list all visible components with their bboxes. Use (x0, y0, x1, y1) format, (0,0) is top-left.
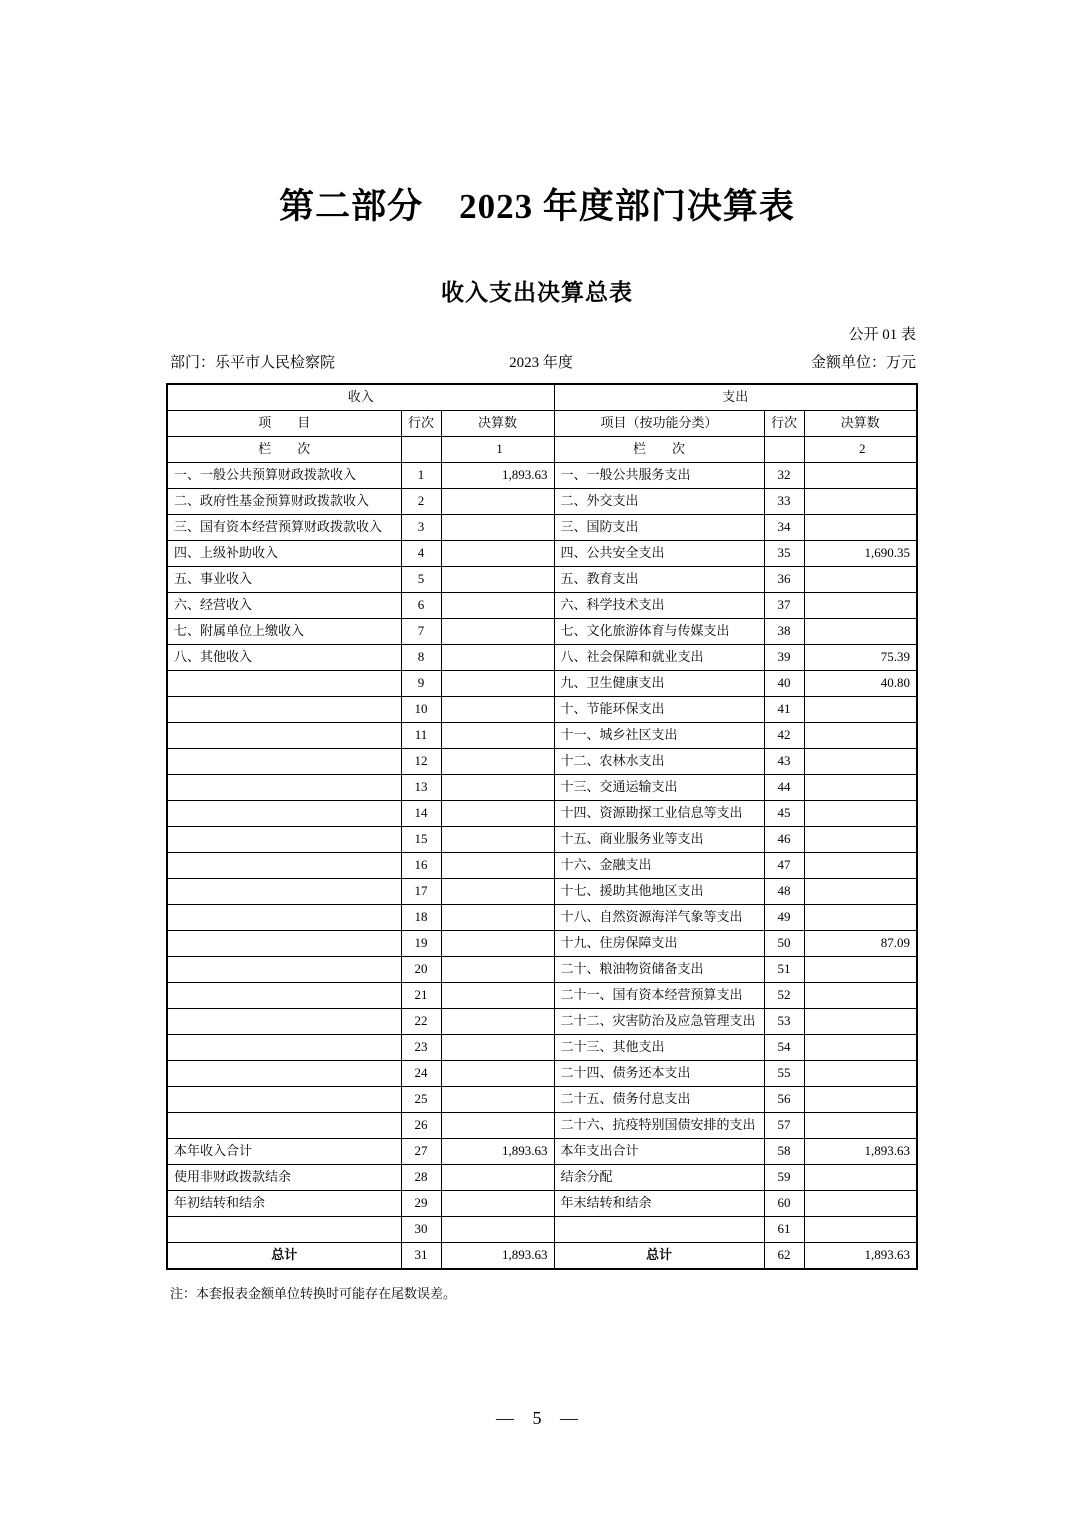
unit-label: 金额单位：万元 (810, 355, 916, 371)
cell-line-expense: 42 (764, 723, 804, 749)
table-row (167, 1087, 917, 1113)
cell-line-income: 14 (401, 801, 441, 827)
table-row (167, 775, 917, 801)
expense-section-header: 支出 (554, 384, 917, 411)
cell-line-expense: 57 (764, 1113, 804, 1139)
table-row (167, 515, 917, 541)
cell-value-income (441, 1113, 554, 1139)
cell-item-income (167, 749, 401, 775)
cell-item-income (167, 1061, 401, 1087)
cell-item-income: 三、国有资本经营预算财政拨款收入 (167, 515, 401, 541)
cell-line-income: 26 (401, 1113, 441, 1139)
income-expense-table (166, 383, 918, 1270)
cell-item-income (167, 671, 401, 697)
table-row (167, 1165, 917, 1191)
cell-line-income: 31 (401, 1243, 441, 1270)
cell-item-expense: 十六、金融支出 (554, 853, 764, 879)
table-row (167, 749, 917, 775)
cell-item-income (167, 1113, 401, 1139)
cell-value-expense: 1,893.63 (804, 1139, 917, 1165)
column-header-item-income: 项 目 (167, 411, 401, 437)
cell-value-income (441, 983, 554, 1009)
cell-line-expense: 41 (764, 697, 804, 723)
cell-value-expense (804, 489, 917, 515)
cell-value-income (441, 749, 554, 775)
cell-item-expense: 十三、交通运输支出 (554, 775, 764, 801)
cell-value-expense (804, 515, 917, 541)
cell-value-expense (804, 1217, 917, 1243)
cell-line-income: 15 (401, 827, 441, 853)
cell-line-income: 11 (401, 723, 441, 749)
cell-item-income: 本年收入合计 (167, 1139, 401, 1165)
cell-value-income (441, 853, 554, 879)
cell-value-expense (804, 723, 917, 749)
cell-line-income: 21 (401, 983, 441, 1009)
cell-value-income (441, 489, 554, 515)
cell-item-income: 二、政府性基金预算财政拨款收入 (167, 489, 401, 515)
cell-item-income (167, 827, 401, 853)
cell-line-income: 1 (401, 463, 441, 489)
cell-value-income (441, 879, 554, 905)
cell-line-expense: 45 (764, 801, 804, 827)
fiscal-year-label: 2023 年度 (509, 355, 573, 371)
cell-line-expense: 36 (764, 567, 804, 593)
cell-value-income (441, 671, 554, 697)
table-row (167, 1035, 917, 1061)
cell-item-income (167, 1217, 401, 1243)
cell-item-expense: 二十二、灾害防治及应急管理支出 (554, 1009, 764, 1035)
cell-value-expense (804, 1009, 917, 1035)
cell-item-income (167, 775, 401, 801)
cell-value-expense (804, 1165, 917, 1191)
cell-item-income (167, 931, 401, 957)
cell-value-income (441, 697, 554, 723)
cell-value-income (441, 931, 554, 957)
cell-line-expense: 38 (764, 619, 804, 645)
column-index-blank-expense (764, 437, 804, 463)
cell-item-expense: 十、节能环保支出 (554, 697, 764, 723)
column-header-row (167, 411, 917, 437)
table-row (167, 489, 917, 515)
cell-item-expense (554, 1217, 764, 1243)
cell-line-income: 24 (401, 1061, 441, 1087)
footnote: 注：本套报表金额单位转换时可能存在尾数误差。 (170, 1286, 457, 1301)
public-table-label: 公开 01 表 (848, 327, 916, 343)
cell-item-expense: 二十三、其他支出 (554, 1035, 764, 1061)
cell-value-expense (804, 1061, 917, 1087)
cell-line-income: 23 (401, 1035, 441, 1061)
cell-line-income: 4 (401, 541, 441, 567)
column-index-label-expense: 栏 次 (554, 437, 764, 463)
cell-line-expense: 56 (764, 1087, 804, 1113)
income-section-header: 收入 (167, 384, 554, 411)
cell-item-expense: 十八、自然资源海洋气象等支出 (554, 905, 764, 931)
cell-line-income: 10 (401, 697, 441, 723)
cell-value-expense (804, 1035, 917, 1061)
cell-value-income (441, 1035, 554, 1061)
cell-item-income: 八、其他收入 (167, 645, 401, 671)
cell-line-income: 22 (401, 1009, 441, 1035)
cell-value-income (441, 801, 554, 827)
cell-item-expense: 二、外交支出 (554, 489, 764, 515)
cell-value-expense (804, 879, 917, 905)
table-row (167, 1217, 917, 1243)
cell-value-expense (804, 905, 917, 931)
cell-value-expense (804, 853, 917, 879)
cell-item-income (167, 801, 401, 827)
cell-item-expense: 十九、住房保障支出 (554, 931, 764, 957)
table-row (167, 1113, 917, 1139)
cell-line-expense: 34 (764, 515, 804, 541)
cell-value-income (441, 775, 554, 801)
table-title: 收入支出决算总表 (441, 280, 633, 305)
cell-line-income: 7 (401, 619, 441, 645)
content-area (166, 323, 916, 1302)
cell-line-income: 6 (401, 593, 441, 619)
meta-row (166, 352, 916, 374)
cell-line-expense: 48 (764, 879, 804, 905)
cell-item-expense: 十四、资源勘探工业信息等支出 (554, 801, 764, 827)
cell-line-expense: 32 (764, 463, 804, 489)
column-header-value-income: 决算数 (441, 411, 554, 437)
table-row (167, 931, 917, 957)
cell-value-income (441, 827, 554, 853)
cell-line-expense: 55 (764, 1061, 804, 1087)
table-row (167, 1139, 917, 1165)
cell-value-income (441, 957, 554, 983)
cell-item-income: 一、一般公共预算财政拨款收入 (167, 463, 401, 489)
section-header-row (167, 384, 917, 411)
column-header-line-income: 行次 (401, 411, 441, 437)
cell-value-income (441, 619, 554, 645)
cell-value-income (441, 593, 554, 619)
cell-line-expense: 62 (764, 1243, 804, 1270)
table-row (167, 905, 917, 931)
table-row (167, 853, 917, 879)
cell-item-income (167, 879, 401, 905)
cell-item-expense: 八、社会保障和就业支出 (554, 645, 764, 671)
cell-item-income (167, 853, 401, 879)
cell-value-expense: 1,893.63 (804, 1243, 917, 1270)
cell-line-expense: 59 (764, 1165, 804, 1191)
cell-item-income (167, 1009, 401, 1035)
cell-value-expense (804, 619, 917, 645)
cell-item-expense: 七、文化旅游体育与传媒支出 (554, 619, 764, 645)
table-row (167, 801, 917, 827)
cell-line-expense: 50 (764, 931, 804, 957)
cell-value-expense (804, 775, 917, 801)
cell-value-income (441, 1009, 554, 1035)
column-index-row (167, 437, 917, 463)
cell-value-expense (804, 593, 917, 619)
table-row (167, 671, 917, 697)
cell-line-income: 13 (401, 775, 441, 801)
cell-line-expense: 35 (764, 541, 804, 567)
cell-value-income (441, 567, 554, 593)
cell-value-income (441, 515, 554, 541)
cell-line-income: 2 (401, 489, 441, 515)
cell-value-expense (804, 1113, 917, 1139)
table-row (167, 541, 917, 567)
cell-line-expense: 52 (764, 983, 804, 1009)
cell-item-expense: 三、国防支出 (554, 515, 764, 541)
cell-value-expense (804, 1087, 917, 1113)
cell-line-income: 30 (401, 1217, 441, 1243)
cell-item-expense: 二十、粮油物资储备支出 (554, 957, 764, 983)
cell-item-expense: 年末结转和结余 (554, 1191, 764, 1217)
cell-line-expense: 51 (764, 957, 804, 983)
cell-value-income (441, 1191, 554, 1217)
cell-line-expense: 47 (764, 853, 804, 879)
table-row (167, 1009, 917, 1035)
cell-item-expense: 本年支出合计 (554, 1139, 764, 1165)
cell-value-income (441, 1165, 554, 1191)
cell-line-income: 18 (401, 905, 441, 931)
cell-line-income: 5 (401, 567, 441, 593)
cell-value-income (441, 1217, 554, 1243)
cell-line-income: 19 (401, 931, 441, 957)
department-label: 部门：乐平市人民检察院 (170, 355, 336, 371)
column-index-label-income: 栏 次 (167, 437, 401, 463)
cell-item-income: 总计 (167, 1243, 401, 1270)
cell-item-expense: 十五、商业服务业等支出 (554, 827, 764, 853)
cell-line-income: 3 (401, 515, 441, 541)
cell-line-income: 17 (401, 879, 441, 905)
table-row (167, 593, 917, 619)
table-row (167, 645, 917, 671)
cell-item-income (167, 983, 401, 1009)
page-number: — 5 — (496, 1408, 578, 1428)
cell-line-income: 8 (401, 645, 441, 671)
table-row (167, 1191, 917, 1217)
cell-value-income (441, 645, 554, 671)
column-header-line-expense: 行次 (764, 411, 804, 437)
table-row (167, 983, 917, 1009)
cell-item-income: 六、经营收入 (167, 593, 401, 619)
cell-item-income: 七、附属单位上缴收入 (167, 619, 401, 645)
cell-value-income: 1,893.63 (441, 1139, 554, 1165)
cell-line-income: 12 (401, 749, 441, 775)
cell-item-expense: 六、科学技术支出 (554, 593, 764, 619)
cell-line-income: 27 (401, 1139, 441, 1165)
cell-value-expense: 40.80 (804, 671, 917, 697)
cell-value-expense: 1,690.35 (804, 541, 917, 567)
table-row (167, 723, 917, 749)
table-row (167, 827, 917, 853)
cell-value-income (441, 541, 554, 567)
cell-item-income: 四、上级补助收入 (167, 541, 401, 567)
cell-value-income (441, 1061, 554, 1087)
cell-value-expense: 75.39 (804, 645, 917, 671)
cell-value-expense (804, 463, 917, 489)
cell-line-expense: 37 (764, 593, 804, 619)
cell-item-expense: 四、公共安全支出 (554, 541, 764, 567)
cell-item-expense: 结余分配 (554, 1165, 764, 1191)
cell-line-income: 29 (401, 1191, 441, 1217)
page-title: 第二部分 2023 年度部门决算表 (279, 187, 795, 226)
cell-line-expense: 54 (764, 1035, 804, 1061)
cell-line-expense: 46 (764, 827, 804, 853)
cell-item-income (167, 905, 401, 931)
table-row (167, 463, 917, 489)
cell-line-expense: 53 (764, 1009, 804, 1035)
cell-value-expense (804, 983, 917, 1009)
cell-item-expense: 十一、城乡社区支出 (554, 723, 764, 749)
cell-item-income (167, 1035, 401, 1061)
cell-line-expense: 39 (764, 645, 804, 671)
cell-line-expense: 44 (764, 775, 804, 801)
cell-line-income: 16 (401, 853, 441, 879)
table-row (167, 567, 917, 593)
cell-line-expense: 40 (764, 671, 804, 697)
cell-value-income: 1,893.63 (441, 1243, 554, 1270)
cell-item-income: 年初结转和结余 (167, 1191, 401, 1217)
table-row (167, 957, 917, 983)
table-row (167, 697, 917, 723)
cell-value-income (441, 905, 554, 931)
cell-item-expense: 五、教育支出 (554, 567, 764, 593)
cell-line-expense: 60 (764, 1191, 804, 1217)
cell-line-income: 9 (401, 671, 441, 697)
cell-line-expense: 58 (764, 1139, 804, 1165)
cell-value-expense (804, 827, 917, 853)
cell-value-expense: 87.09 (804, 931, 917, 957)
cell-value-expense (804, 567, 917, 593)
cell-value-expense (804, 1191, 917, 1217)
column-header-item-expense: 项目（按功能分类） (554, 411, 764, 437)
cell-item-income (167, 1087, 401, 1113)
cell-item-income: 五、事业收入 (167, 567, 401, 593)
cell-line-income: 28 (401, 1165, 441, 1191)
cell-item-expense: 十七、援助其他地区支出 (554, 879, 764, 905)
cell-item-expense: 二十一、国有资本经营预算支出 (554, 983, 764, 1009)
cell-value-expense (804, 957, 917, 983)
cell-line-income: 20 (401, 957, 441, 983)
cell-line-expense: 49 (764, 905, 804, 931)
table-row (167, 1061, 917, 1087)
cell-value-expense (804, 697, 917, 723)
cell-item-income (167, 957, 401, 983)
column-index-blank-income (401, 437, 441, 463)
cell-line-expense: 33 (764, 489, 804, 515)
cell-item-income (167, 723, 401, 749)
column-header-value-expense: 决算数 (804, 411, 917, 437)
cell-value-income: 1,893.63 (441, 463, 554, 489)
cell-item-income (167, 697, 401, 723)
cell-item-expense: 二十四、债务还本支出 (554, 1061, 764, 1087)
table-row (167, 879, 917, 905)
cell-item-expense: 一、一般公共服务支出 (554, 463, 764, 489)
cell-line-expense: 61 (764, 1217, 804, 1243)
cell-item-expense: 十二、农林水支出 (554, 749, 764, 775)
table-row (167, 619, 917, 645)
table-row (167, 1243, 917, 1270)
cell-value-income (441, 723, 554, 749)
cell-value-income (441, 1087, 554, 1113)
cell-line-income: 25 (401, 1087, 441, 1113)
cell-value-expense (804, 801, 917, 827)
cell-item-income: 使用非财政拨款结余 (167, 1165, 401, 1191)
table-body (167, 384, 917, 1269)
cell-line-expense: 43 (764, 749, 804, 775)
cell-item-expense: 二十五、债务付息支出 (554, 1087, 764, 1113)
column-index-value-income: 1 (441, 437, 554, 463)
cell-item-expense: 二十六、抗疫特别国债安排的支出 (554, 1113, 764, 1139)
cell-item-expense: 九、卫生健康支出 (554, 671, 764, 697)
cell-item-expense: 总计 (554, 1243, 764, 1270)
cell-value-expense (804, 749, 917, 775)
column-index-value-expense: 2 (804, 437, 917, 463)
